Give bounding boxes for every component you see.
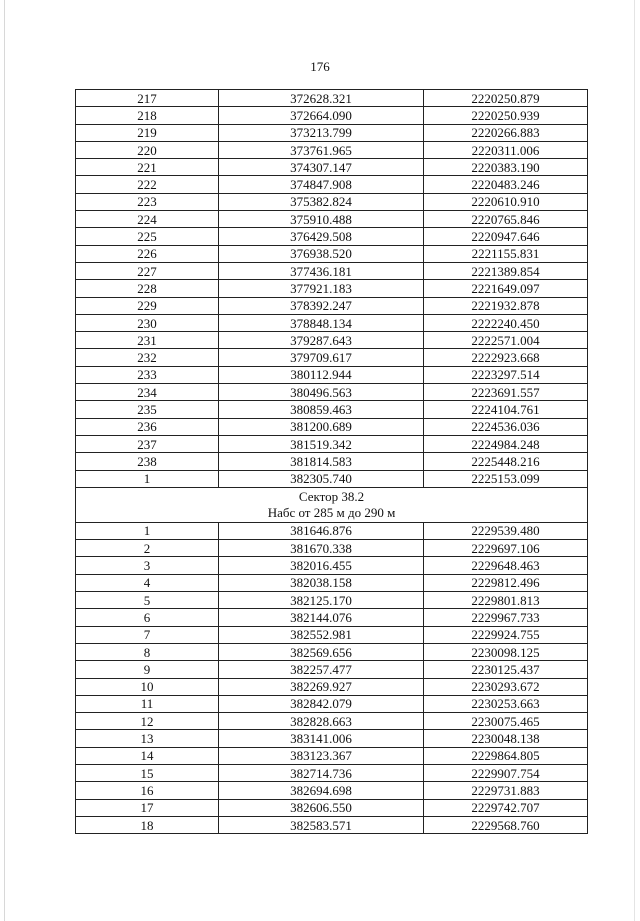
x-coordinate-cell: 373213.799 [219,124,424,141]
point-number-cell: 221 [76,159,219,176]
y-coordinate-cell: 2224984.248 [424,435,588,452]
x-coordinate-cell: 382125.170 [219,592,424,609]
table-row [76,522,588,539]
x-coordinate-cell: 378848.134 [219,314,424,331]
y-coordinate-cell: 2221932.878 [424,297,588,314]
y-coordinate-cell: 2221389.854 [424,262,588,279]
table-row [76,349,588,366]
point-number-cell: 6 [76,609,219,626]
y-coordinate-cell: 2230253.663 [424,695,588,712]
table-row [76,782,588,799]
point-number-cell: 237 [76,435,219,452]
y-coordinate-cell: 2225153.099 [424,470,588,487]
table-row [76,366,588,383]
point-number-cell: 223 [76,193,219,210]
point-number-cell: 13 [76,730,219,747]
y-coordinate-cell: 2222240.450 [424,314,588,331]
point-number-cell: 228 [76,280,219,297]
x-coordinate-cell: 379709.617 [219,349,424,366]
x-coordinate-cell: 382714.736 [219,764,424,781]
y-coordinate-cell: 2220250.939 [424,107,588,124]
point-number-cell: 9 [76,661,219,678]
point-number-cell: 235 [76,401,219,418]
point-number-cell: 17 [76,799,219,816]
x-coordinate-cell: 381670.338 [219,540,424,557]
x-coordinate-cell: 376429.508 [219,228,424,245]
x-coordinate-cell: 382269.927 [219,678,424,695]
table-row [76,574,588,591]
y-coordinate-cell: 2229924.755 [424,626,588,643]
table-row [76,435,588,452]
x-coordinate-cell: 382606.550 [219,799,424,816]
x-coordinate-cell: 382257.477 [219,661,424,678]
table-row [76,540,588,557]
y-coordinate-cell: 2221155.831 [424,245,588,262]
point-number-cell: 219 [76,124,219,141]
table-row [76,90,588,107]
point-number-cell: 2 [76,540,219,557]
coordinates-table-body [76,90,588,834]
x-coordinate-cell: 382552.981 [219,626,424,643]
scan-edge-right [634,0,635,921]
y-coordinate-cell: 2225448.216 [424,453,588,470]
point-number-cell: 229 [76,297,219,314]
table-row [76,159,588,176]
table-row [76,418,588,435]
table-row [76,678,588,695]
point-number-cell: 12 [76,713,219,730]
x-coordinate-cell: 372664.090 [219,107,424,124]
point-number-cell: 218 [76,107,219,124]
point-number-cell: 230 [76,314,219,331]
y-coordinate-cell: 2229731.883 [424,782,588,799]
y-coordinate-cell: 2220947.646 [424,228,588,245]
point-number-cell: 18 [76,816,219,833]
table-row [76,626,588,643]
y-coordinate-cell: 2229648.463 [424,557,588,574]
x-coordinate-cell: 382842.079 [219,695,424,712]
table-row [76,557,588,574]
y-coordinate-cell: 2221649.097 [424,280,588,297]
x-coordinate-cell: 381200.689 [219,418,424,435]
y-coordinate-cell: 2222571.004 [424,332,588,349]
x-coordinate-cell: 374847.908 [219,176,424,193]
point-number-cell: 1 [76,470,219,487]
table-row [76,799,588,816]
x-coordinate-cell: 373761.965 [219,141,424,158]
y-coordinate-cell: 2229812.496 [424,574,588,591]
point-number-cell: 10 [76,678,219,695]
table-row [76,280,588,297]
y-coordinate-cell: 2223297.514 [424,366,588,383]
table-row [76,124,588,141]
y-coordinate-cell: 2230048.138 [424,730,588,747]
table-row [76,764,588,781]
table-row [76,262,588,279]
point-number-cell: 16 [76,782,219,799]
x-coordinate-cell: 376938.520 [219,245,424,262]
x-coordinate-cell: 380859.463 [219,401,424,418]
y-coordinate-cell: 2229967.733 [424,609,588,626]
point-number-cell: 231 [76,332,219,349]
x-coordinate-cell: 374307.147 [219,159,424,176]
y-coordinate-cell: 2220266.883 [424,124,588,141]
point-number-cell: 4 [76,574,219,591]
y-coordinate-cell: 2230075.465 [424,713,588,730]
point-number-cell: 11 [76,695,219,712]
point-number-cell: 220 [76,141,219,158]
table-row [76,176,588,193]
point-number-cell: 5 [76,592,219,609]
table-row [76,245,588,262]
point-number-cell: 233 [76,366,219,383]
y-coordinate-cell: 2229864.805 [424,747,588,764]
table-row [76,453,588,470]
point-number-cell: 238 [76,453,219,470]
x-coordinate-cell: 377436.181 [219,262,424,279]
y-coordinate-cell: 2229539.480 [424,522,588,539]
x-coordinate-cell: 381646.876 [219,522,424,539]
table-row [76,141,588,158]
y-coordinate-cell: 2230293.672 [424,678,588,695]
table-row [76,314,588,331]
x-coordinate-cell: 375382.824 [219,193,424,210]
x-coordinate-cell: 383123.367 [219,747,424,764]
y-coordinate-cell: 2222923.668 [424,349,588,366]
coordinates-table [75,89,588,834]
table-row [76,592,588,609]
point-number-cell: 3 [76,557,219,574]
table-row [76,643,588,660]
table-row [76,661,588,678]
y-coordinate-cell: 2229742.707 [424,799,588,816]
table-row [76,713,588,730]
x-coordinate-cell: 381519.342 [219,435,424,452]
y-coordinate-cell: 2220765.846 [424,211,588,228]
page-number: 176 [310,59,330,74]
y-coordinate-cell: 2220311.006 [424,141,588,158]
y-coordinate-cell: 2229907.754 [424,764,588,781]
table-row [76,332,588,349]
table-row [76,470,588,487]
x-coordinate-cell: 383141.006 [219,730,424,747]
table-row [76,747,588,764]
point-number-cell: 8 [76,643,219,660]
table-row [76,609,588,626]
table-row [76,384,588,401]
table-row [76,211,588,228]
y-coordinate-cell: 2230125.437 [424,661,588,678]
x-coordinate-cell: 377921.183 [219,280,424,297]
y-coordinate-cell: 2230098.125 [424,643,588,660]
point-number-cell: 1 [76,522,219,539]
table-row [76,193,588,210]
x-coordinate-cell: 382694.698 [219,782,424,799]
point-number-cell: 224 [76,211,219,228]
x-coordinate-cell: 379287.643 [219,332,424,349]
y-coordinate-cell: 2220483.246 [424,176,588,193]
section-header-cell [76,487,588,522]
y-coordinate-cell: 2223691.557 [424,384,588,401]
point-number-cell: 227 [76,262,219,279]
section-title: Сектор 38.2 [298,488,365,504]
y-coordinate-cell: 2224104.761 [424,401,588,418]
point-number-cell: 234 [76,384,219,401]
x-coordinate-cell: 375910.488 [219,211,424,228]
point-number-cell: 14 [76,747,219,764]
scan-edge-left [4,0,5,921]
y-coordinate-cell: 2224536.036 [424,418,588,435]
x-coordinate-cell: 372628.321 [219,90,424,107]
x-coordinate-cell: 382583.571 [219,816,424,833]
y-coordinate-cell: 2220250.879 [424,90,588,107]
table-row [76,730,588,747]
section-header-row [76,487,588,522]
y-coordinate-cell: 2220610.910 [424,193,588,210]
y-coordinate-cell: 2220383.190 [424,159,588,176]
y-coordinate-cell: 2229568.760 [424,816,588,833]
point-number-cell: 15 [76,764,219,781]
point-number-cell: 236 [76,418,219,435]
point-number-cell: 225 [76,228,219,245]
x-coordinate-cell: 382038.158 [219,574,424,591]
table-row [76,228,588,245]
table-row [76,107,588,124]
table-row [76,695,588,712]
point-number-cell: 232 [76,349,219,366]
y-coordinate-cell: 2229801.813 [424,592,588,609]
x-coordinate-cell: 382305.740 [219,470,424,487]
x-coordinate-cell: 380112.944 [219,366,424,383]
table-row [76,401,588,418]
x-coordinate-cell: 381814.583 [219,453,424,470]
point-number-cell: 7 [76,626,219,643]
x-coordinate-cell: 382828.663 [219,713,424,730]
table-row [76,297,588,314]
section-subtitle: Набс от 285 м до 290 м [267,504,396,520]
x-coordinate-cell: 382144.076 [219,609,424,626]
y-coordinate-cell: 2229697.106 [424,540,588,557]
x-coordinate-cell: 378392.247 [219,297,424,314]
point-number-cell: 226 [76,245,219,262]
point-number-cell: 217 [76,90,219,107]
x-coordinate-cell: 382016.455 [219,557,424,574]
point-number-cell: 222 [76,176,219,193]
x-coordinate-cell: 380496.563 [219,384,424,401]
table-row [76,816,588,833]
x-coordinate-cell: 382569.656 [219,643,424,660]
